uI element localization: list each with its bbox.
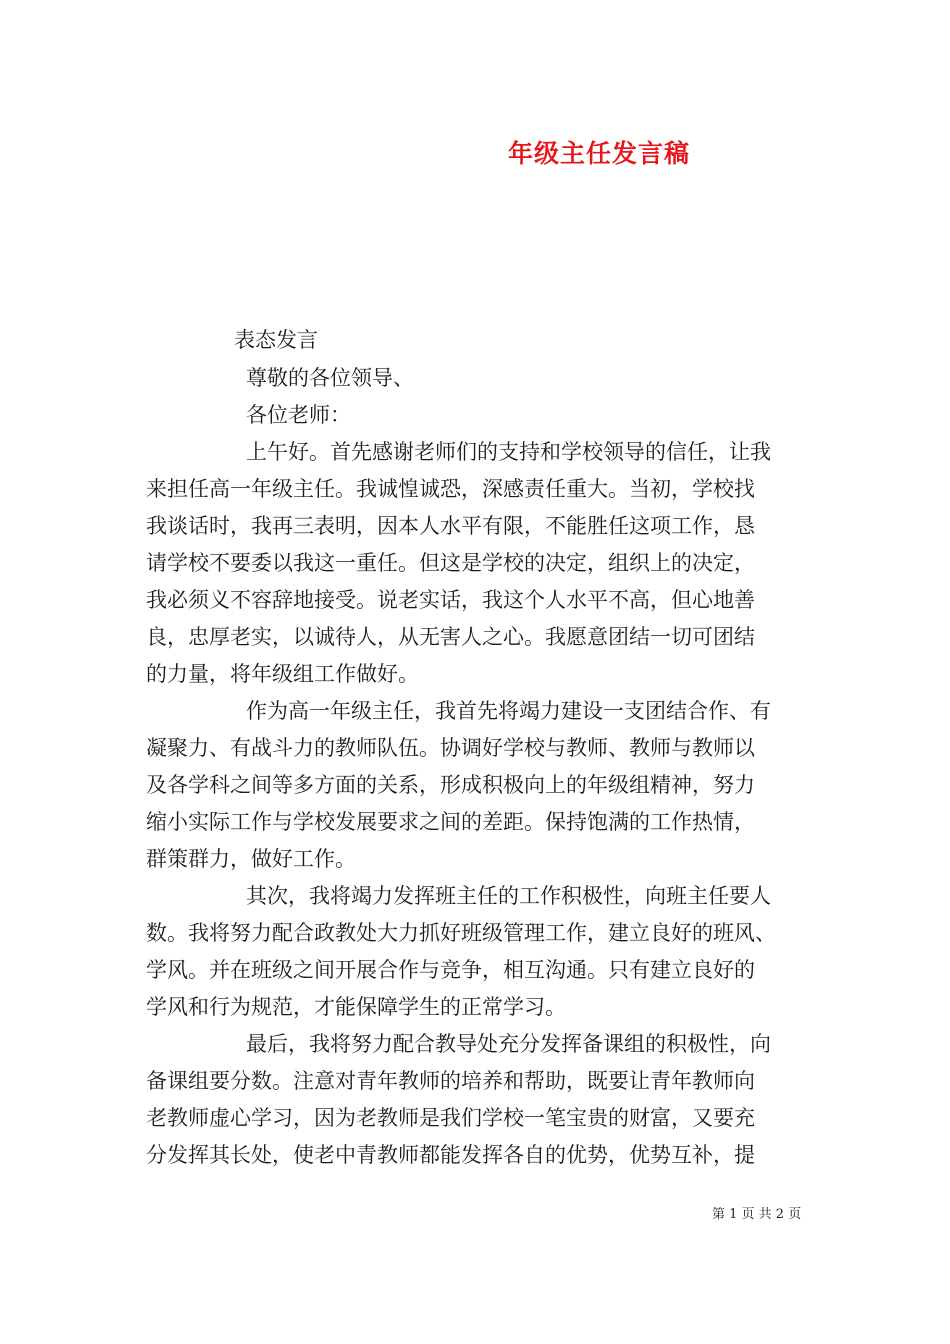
paragraph-line: 数。我将努力配合政教处大力抓好班级管理工作，建立良好的班风、: [146, 921, 776, 945]
paragraph-line: 分发挥其长处，使老中青教师都能发挥各自的优势，优势互补，提: [146, 1143, 755, 1167]
paragraph-line: 群策群力，做好工作。: [146, 847, 356, 871]
paragraph-line: 老教师虚心学习，因为老教师是我们学校一笔宝贵的财富，又要充: [146, 1106, 755, 1130]
paragraph-line: 凝聚力、有战斗力的教师队伍。协调好学校与教师、教师与教师以: [146, 736, 755, 760]
document-title: 年级主任发言稿: [508, 139, 691, 168]
salutation-leaders: 尊敬的各位领导、: [246, 366, 414, 390]
paragraph-line: 最后，我将努力配合教导处充分发挥备课组的积极性，向: [246, 1032, 771, 1056]
paragraph-line: 来担任高一年级主任。我诚惶诚恐，深感责任重大。当初，学校找: [146, 477, 755, 501]
subtitle: 表态发言: [234, 328, 318, 352]
paragraph-line: 其次，我将竭力发挥班主任的工作积极性，向班主任要人: [246, 884, 771, 908]
salutation-teachers: 各位老师：: [246, 403, 351, 427]
paragraph-line: 作为高一年级主任，我首先将竭力建设一支团结合作、有: [246, 699, 771, 723]
paragraph-line: 我必须义不容辞地接受。说老实话，我这个人水平不高，但心地善: [146, 588, 755, 612]
page-number-footer: 第 1 页 共 2 页: [712, 1207, 802, 1222]
paragraph-line: 学风和行为规范，才能保障学生的正常学习。: [146, 995, 566, 1019]
paragraph-line: 缩小实际工作与学校发展要求之间的差距。保持饱满的工作热情，: [146, 810, 755, 834]
paragraph-line: 良，忠厚老实，以诚待人，从无害人之心。我愿意团结一切可团结: [146, 625, 755, 649]
paragraph-line: 备课组要分数。注意对青年教师的培养和帮助，既要让青年教师向: [146, 1069, 755, 1093]
paragraph-line: 学风。并在班级之间开展合作与竞争，相互沟通。只有建立良好的: [146, 958, 755, 982]
paragraph-line: 请学校不要委以我这一重任。但这是学校的决定，组织上的决定，: [146, 551, 755, 575]
paragraph-line: 上午好。首先感谢老师们的支持和学校领导的信任，让我: [246, 440, 771, 464]
paragraph-line: 及各学科之间等多方面的关系，形成积极向上的年级组精神，努力: [146, 773, 755, 797]
paragraph-line: 的力量，将年级组工作做好。: [146, 662, 419, 686]
paragraph-line: 我谈话时，我再三表明，因本人水平有限，不能胜任这项工作，恳: [146, 514, 755, 538]
